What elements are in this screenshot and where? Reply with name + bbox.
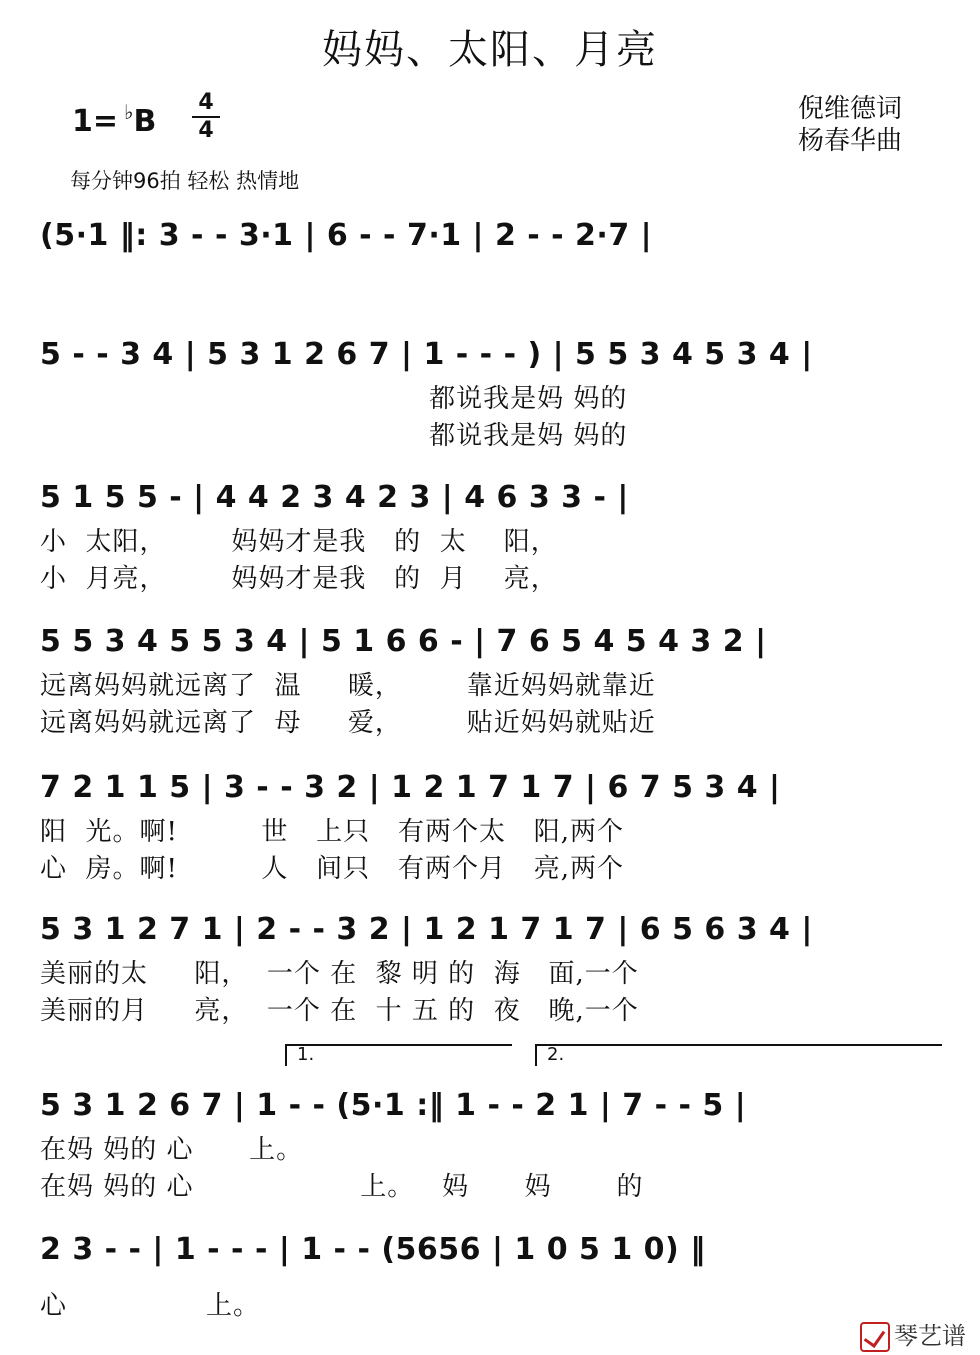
flat-sign: ♭	[124, 100, 134, 124]
key-prefix: 1=	[72, 104, 119, 139]
lyric-verse-2: 心 房。啊! 人 间只 有两个月 亮,两个	[40, 854, 625, 884]
lyric-verse-1: 都说我是妈 妈的	[40, 384, 628, 414]
lyric-verse-2: 美丽的月 亮， 一个 在 十 五 的 夜 晚,一个	[40, 996, 639, 1026]
score-row-6	[40, 912, 940, 1026]
volta-1-label: 1.	[297, 1044, 315, 1065]
watermark-text: 琴艺谱	[894, 1322, 966, 1350]
key-signature	[72, 100, 156, 139]
lyric-verse-2: 远离妈妈就远离了 母 爱， 贴近妈妈就贴近	[40, 708, 656, 738]
volta-2-label: 2.	[547, 1044, 565, 1065]
time-top: 4	[198, 90, 214, 115]
notation-line: 5 5 3 4 5 5 3 4 | 5 1 6 6 - | 7 6 5 4 5 4 3 2 |	[40, 624, 767, 659]
lyric-verse-1: 阳 光。啊! 世 上只 有两个太 阳,两个	[40, 817, 625, 847]
score-row-1	[40, 218, 940, 278]
notation-line: 7 2 1 1 5 | 3 - - 3 2 | 1 2 1 7 1 7 | 6 7 5 3 4 |	[40, 770, 781, 805]
composer-credit: 杨春华曲	[797, 126, 902, 156]
lyricist-credit: 倪维德词	[797, 94, 902, 124]
volta-bracket-2	[535, 1044, 942, 1066]
lyric-verse-2: 在妈 妈的 心 上。 妈 妈 的	[40, 1172, 644, 1202]
key-note: B	[133, 104, 157, 139]
score-row-4	[40, 624, 940, 738]
score-row-7	[40, 1088, 940, 1202]
tempo-marking: 每分钟96拍 轻松 热情地	[70, 169, 300, 193]
notation-line: 5 - - 3 4 | 5 3 1 2 6 7 | 1 - - - ) | 5 5 3 4 5 3 4 |	[40, 337, 813, 372]
song-title: 妈妈、太阳、月亮	[322, 27, 658, 73]
lyric-verse-1: 远离妈妈就远离了 温 暖， 靠近妈妈就靠近	[40, 671, 656, 701]
lyric-verse-2: 小 月亮， 妈妈才是我 的 月 亮，	[40, 564, 558, 594]
time-signature	[192, 92, 220, 142]
notation-line: 5 1 5 5 - | 4 4 2 3 4 2 3 | 4 6 3 3 - |	[40, 480, 629, 515]
lyric-verse-1: 心 上。	[40, 1291, 260, 1321]
notation-line: 5 3 1 2 7 1 | 2 - - 3 2 | 1 2 1 7 1 7 | 6 5 6 3 4 |	[40, 912, 813, 947]
lyric-verse-1: 美丽的太 阳， 一个 在 黎 明 的 海 面,一个	[40, 959, 639, 989]
time-bottom: 4	[198, 118, 214, 143]
lyric-verse-2: 都说我是妈 妈的	[40, 421, 628, 451]
score-row-2	[40, 337, 940, 451]
notation-line: 5 3 1 2 6 7 | 1 - - (5·1 :‖ 1 - - 2 1 | 7 - - 5 |	[40, 1088, 747, 1123]
score-row-3	[40, 480, 940, 594]
lyric-verse-1: 小 太阳， 妈妈才是我 的 太 阳，	[40, 527, 558, 557]
notation-line: (5·1 ‖: 3 - - 3·1 | 6 - - 7·1 | 2 - - 2·7 |	[40, 218, 653, 253]
logo-icon	[860, 1322, 890, 1352]
watermark-logo	[860, 1316, 966, 1352]
lyric-verse-1: 在妈 妈的 心 上。	[40, 1135, 304, 1165]
volta-bracket-1	[285, 1044, 512, 1066]
score-row-8	[40, 1232, 940, 1321]
notation-line: 2 3 - - | 1 - - - | 1 - - (5656 | 1 0 5 1 0) ‖	[40, 1232, 706, 1267]
score-row-5	[40, 770, 940, 884]
